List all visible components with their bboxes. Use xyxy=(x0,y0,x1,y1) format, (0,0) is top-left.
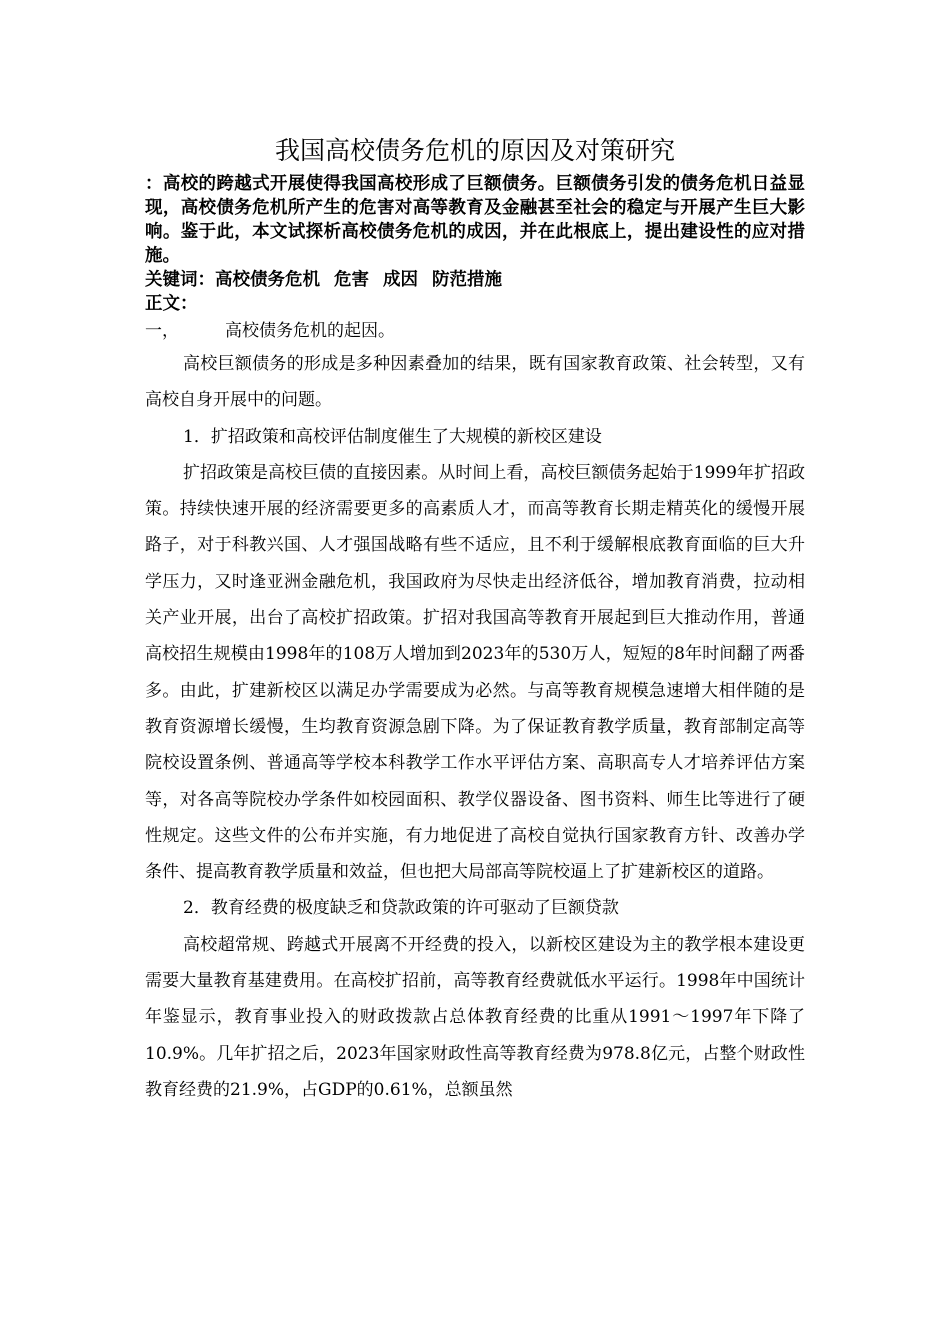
subsection-paragraph-1: 扩招政策是高校巨债的直接因素。从时间上看，高校巨额债务起始于1999年扩招政策。持续快速开展的经济需要更多的高素质人才，而高等教育长期走精英化的缓慢开展路子，对于科教兴国、人才强国战略有些不适应，且不利于缓解根底教育面临的巨大升学压力，又时逢亚洲金融危机，我国政府为尽快走出经济低谷，增加教育消费，拉动相关产业开展，出台了高校扩招政策。扩招对我国高等教育开展起到巨大推动作用，普通高校招生规模由1998年的108万人增加到2023年的530万人，短短的8年时间翻了两番多。由此，扩建新校区以满足办学需要成为必然。与高等教育规模急速增大相伴随的是教育资源增长缓慢，生均教育资源急剧下降。为了保证教育教学质量，教育部制定高等院校设置条例、普通高等学校本科教学工作水平评估方案、高职高专人才培养评估方案等，对各高等院校办学条件如校园面积、教学仪器设备、图书资料、师生比等进行了硬性规定。这些文件的公布并实施，有力地促进了高校自觉执行国家教育方针、改善办学条件、提高教育教学质量和效益，但也把大局部高等院校逼上了扩建新校区的道路。 xyxy=(145,462,805,883)
section-title: 高校债务危机的起因。 xyxy=(225,321,395,341)
subsection-paragraph-2: 高校超常规、跨越式开展离不开经费的投入，以新校区建设为主的教学根本建设更需要大量教育基建费用。在高校扩招前，高等教育经费就低水平运行。1998年中国统计年鉴显示，教育事业投入的财政拨款占总体教育经费的比重从1991～1997年下降了10.9%。几年扩招之后，2023年国家财政性高等教育经费为978.8亿元，占整个财政性教育经费的21.9%，占GDP的0.61%，总额虽然 xyxy=(145,934,805,1100)
abstract-paragraph: ：高校的跨越式开展使得我国高校形成了巨额债务。巨额债务引发的债务危机日益显现，高校债务危机所产生的危害对高等教育及金融甚至社会的稳定与开展产生巨大影响。鉴于此，本文试探析高校债务危机的成因，并在此根底上，提出建设性的应对措施。 xyxy=(145,174,805,266)
subsection-heading-2: 2．教育经费的极度缺乏和贷款政策的许可驱动了巨额贷款 xyxy=(183,898,619,919)
document-title: 我国高校债务危机的原因及对策研究 xyxy=(274,136,675,165)
keyword-item: 高校债务危机 xyxy=(215,270,320,290)
keyword-item: 防范措施 xyxy=(432,270,502,290)
keywords-line xyxy=(145,268,805,292)
section-heading xyxy=(145,316,805,346)
subsection-heading-1: 1．扩招政策和高校评估制度催生了大规模的新校区建设 xyxy=(183,426,602,447)
document-page xyxy=(145,130,805,1108)
intro-paragraph: 高校巨额债务的形成是多种因素叠加的结果，既有国家教育政策、社会转型，又有高校自身开展中的问题。 xyxy=(145,354,805,411)
keywords-label: 关键词： xyxy=(145,270,215,290)
keyword-item: 成因 xyxy=(383,270,418,290)
keyword-item: 危害 xyxy=(334,270,369,290)
body-label: 正文： xyxy=(145,294,198,314)
section-number: 一， xyxy=(145,321,179,341)
